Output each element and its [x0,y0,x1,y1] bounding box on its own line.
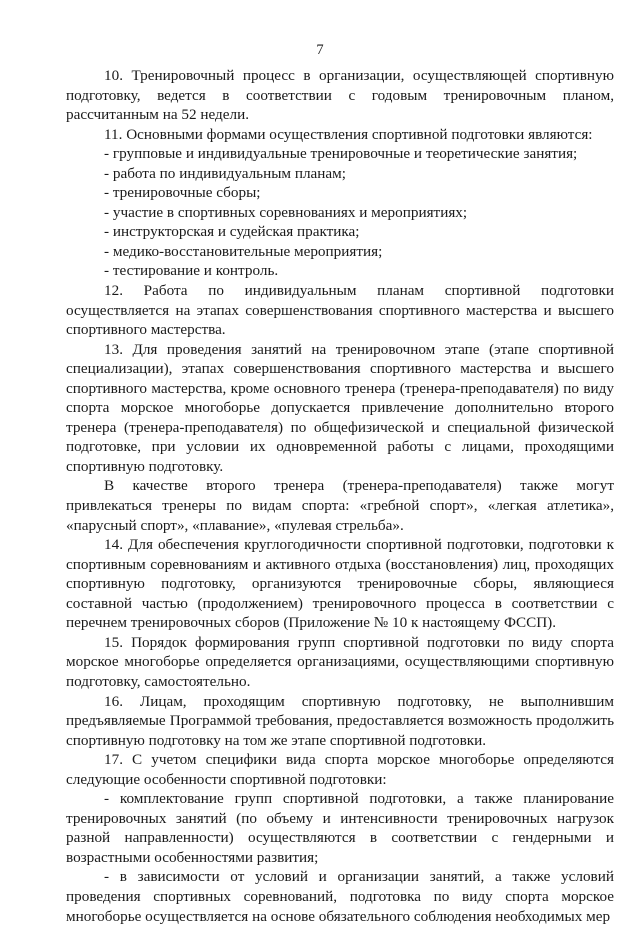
list-item: - медико-восстановительные мероприятия; [104,242,383,260]
paragraph-15: 15. Порядок формирования групп спортивной подготовки по виду спорта морское многоборье определяется организациями, осуществляющими спортивную подготовку, самостоятельно. [66,633,614,690]
list-item: - участие в спортивных соревнованиях и мероприятиях; [104,203,468,221]
document-body [66,66,614,926]
list-item: - тренировочные сборы; [104,184,261,202]
list-item: - тестирование и контроль. [104,262,279,280]
list-item: - групповые и индивидуальные тренировочные и теоретические занятия; [104,145,578,163]
paragraph-11: 11. Основными формами осуществления спортивной подготовки являются: [104,125,593,143]
paragraph-17-item-2: - в зависимости от условий и организации занятий, а также условий проведения спортивных соревнований, подготовка по виду спорта морское многоборье осуществляется на основе обязательного соблюдения необходимых мер [66,868,614,925]
paragraph-second-trainer: В качестве второго тренера (тренера-преподавателя) также могут привлекаться тренеры по видам спорта: «гребной спорт», «легкая атлетика», «парусный спорт», «плавание», «пулевая стрельба». [66,477,614,534]
page-number: 7 [316,42,324,58]
paragraph-17: 17. С учетом специфики вида спорта морское многоборье определяются следующие особенности спортивной подготовки: [66,751,614,788]
list-item: - работа по индивидуальным планам; [104,164,346,182]
paragraph-16: 16. Лицам, проходящим спортивную подготовку, не выполнившим предъявляемые Программой требования, предоставляется возможность продолжить спортивную подготовку на том же этапе спортивной подготовки. [66,692,614,749]
paragraph-14: 14. Для обеспечения круглогодичности спортивной подготовки, подготовки к спортивным соревнованиям и активного отдыха (восстановления) лиц, проходящих спортивную подготовку, организуются тренировочные сборы, являющиеся составной частью (продолжением) тренировочного процесса в соответствии с перечнем тренировочных сборов (Приложение № 10 к настоящему ФССП). [66,536,614,632]
paragraph-12: 12. Работа по индивидуальным планам спортивной подготовки осуществляется на этапах совершенствования спортивного мастерства и высшего спортивного мастерства. [66,282,614,339]
paragraph-17-item-1: - комплектование групп спортивной подготовки, а также планирование тренировочных занятий (по объему и интенсивности тренировочных нагрузок разной направленности) осуществляются в соответствии с гендерными и возрастными особенностями развития; [66,790,614,866]
paragraph-10: 10. Тренировочный процесс в организации, осуществляющей спортивную подготовку, ведется в соответствии с годовым тренировочным планом, рассчитанным на 52 недели. [66,67,614,124]
paragraph-13: 13. Для проведения занятий на тренировочном этапе (этапе спортивной специализации), этапах совершенствования спортивного мастерства и высшего спортивного мастерства, кроме основного тренера (тренера-преподавателя) по виду спорта морское многоборье допускается привлечение дополнительно второго тренера (тренера-преподавателя) по общефизической и специальной физической подготовке, при условии их одновременной работы с лицами, проходящими спортивную подготовку. [66,340,614,475]
list-item: - инструкторская и судейская практика; [104,223,360,241]
